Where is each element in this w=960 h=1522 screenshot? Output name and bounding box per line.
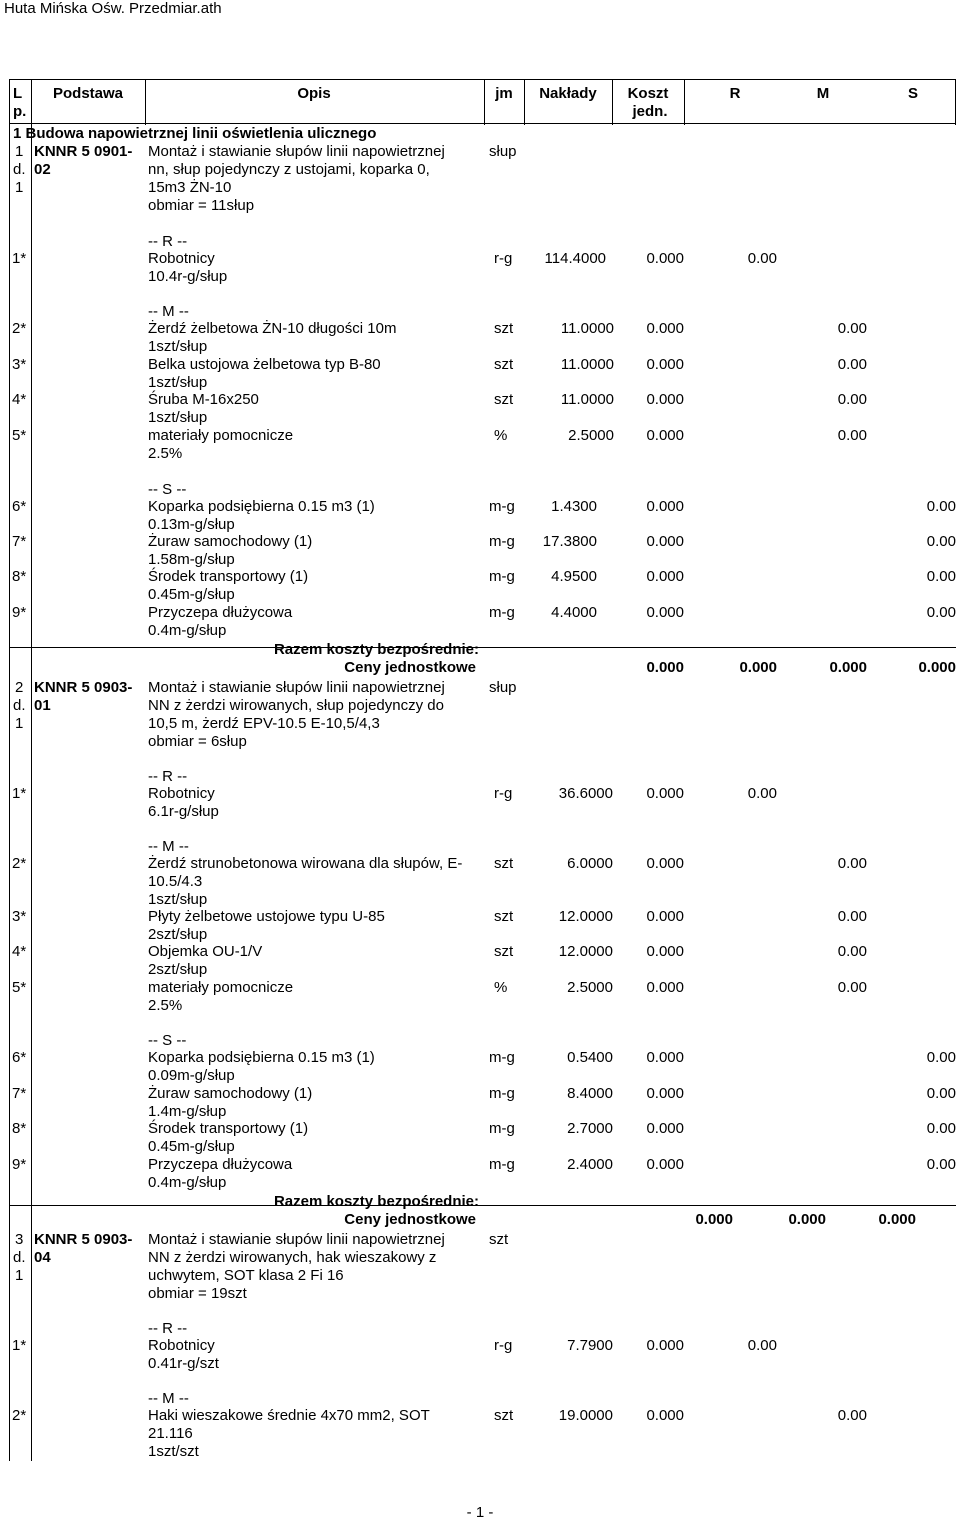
resource-number: 6* [12,1049,27,1066]
resource-unit: szt [494,943,514,960]
resource-value: 0.00 [926,1120,956,1137]
item-unit: słup [489,143,517,160]
resource-unit: % [494,427,508,444]
resource-unit: % [494,979,508,996]
col-header-podstawa: Podstawa [52,85,124,102]
document-title: Huta Mińska Ośw. Przedmiar.ath [4,0,222,17]
resource-norm: 1.58m-g/słup [148,551,235,568]
col-header-lp-1: L [13,85,23,102]
item-number: 3 [15,1231,24,1248]
resource-name-continued: 10.5/4.3 [148,873,203,890]
equipment-header: -- S -- [148,481,187,498]
resource-value: 0.00 [926,533,956,550]
resource-unit: m-g [489,533,515,550]
resource-price: 0.000 [646,533,684,550]
item-description: nn, słup pojedynczy z ustojami, koparka 0, [148,161,430,178]
resource-name: Żuraw samochodowy (1) [148,1085,313,1102]
item-number-2: 1 [15,715,24,732]
resource-name: Koparka podsiębierna 0.15 m3 (1) [148,498,375,515]
col-header-jm: jm [495,85,513,102]
resource-name-continued: 21.116 [148,1425,193,1442]
resource-norm: 2.5% [148,445,183,462]
resource-norm: 1szt/słup [148,891,208,908]
resource-unit: szt [494,356,514,373]
resource-norm: 10.4r-g/słup [148,268,228,285]
item-basis-2: 04 [34,1249,51,1266]
resource-quantity: 2.4000 [567,1156,613,1173]
unit-prices-label: Ceny jednostkowe [344,1211,476,1228]
item-basis-2: 02 [34,161,51,178]
resource-quantity: 8.4000 [567,1085,613,1102]
right-border [955,79,956,125]
resource-unit: m-g [489,1156,515,1173]
resource-name: Żerdź strunobetonowa wirowana dla słupów, E- [148,855,463,872]
resource-value: 0.00 [926,568,956,585]
resource-name: Robotnicy [148,785,215,802]
unit-prices-label: Ceny jednostkowe [344,659,476,676]
resource-unit: szt [494,1407,514,1424]
resource-unit: m-g [489,498,515,515]
resource-number: 6* [12,498,27,515]
resource-norm: 1szt/szt [148,1443,199,1460]
resource-unit: szt [494,855,514,872]
resource-price: 0.000 [646,604,684,621]
resource-unit: r-g [494,785,513,802]
resource-name: Przyczepa dłużycowa [148,604,293,621]
unit-price-m: 0.000 [878,1211,916,1228]
item-basis: KNNR 5 0901- [34,143,133,160]
resource-name: Objemka OU-1/V [148,943,263,960]
resource-quantity: 11.0000 [560,391,614,408]
resource-quantity: 12.0000 [558,943,613,960]
resource-quantity: 6.0000 [567,855,613,872]
resource-quantity: 4.9500 [551,568,597,585]
resource-number: 7* [12,533,27,550]
item-description: Montaż i stawianie słupów linii napowietrznej [148,679,445,696]
naklady-column-divider [612,79,613,125]
resource-quantity: 11.0000 [560,320,614,337]
resource-norm: 2szt/słup [148,926,208,943]
labor-header: -- R -- [148,233,188,250]
resource-name: Robotnicy [148,1337,215,1354]
unit-price-s: 0.000 [918,659,956,676]
item-d: d. [13,697,26,714]
col-header-m: M [816,85,830,102]
resource-price: 0.000 [646,320,684,337]
unit-price-r: 0.000 [739,659,777,676]
resource-price: 0.000 [646,1085,684,1102]
jm-column-divider [524,79,525,125]
resource-unit: m-g [489,1120,515,1137]
unit-price-r: 0.000 [788,1211,826,1228]
resource-number: 1* [12,1337,27,1354]
item-basis: KNNR 5 0903- [34,1231,133,1248]
resource-norm: 0.13m-g/słup [148,516,235,533]
item-description: uchwytem, SOT klasa 2 Fi 16 [148,1267,344,1284]
header-bottom-border [9,123,956,124]
item-description: 10,5 m, żerdź EPV-10.5 E-10,5/4,3 [148,715,380,732]
resource-name: Żerdź żelbetowa ŻN-10 długości 10m [148,320,397,337]
resource-value: 0.00 [837,908,867,925]
resource-name: Płyty żelbetowe ustojowe typu U-85 [148,908,385,925]
resource-value: 0.00 [747,785,777,802]
resource-norm: 0.4m-g/słup [148,1174,227,1191]
item-basis-2: 01 [34,697,51,714]
resource-quantity: 17.3800 [542,533,597,550]
item-measure: obmiar = 19szt [148,1285,247,1302]
resource-value: 0.00 [837,427,867,444]
col-header-opis: Opis [297,85,331,102]
resource-norm: 0.45m-g/słup [148,586,235,603]
resource-price: 0.000 [646,855,684,872]
materials-header: -- M -- [148,1390,189,1407]
resource-value: 0.00 [837,391,867,408]
resource-unit: szt [494,320,514,337]
item-description: NN z żerdzi wirowanych, hak wieszakowy z [148,1249,437,1266]
resource-number: 4* [12,391,27,408]
resource-price: 0.000 [646,785,684,802]
resource-number: 1* [12,250,27,267]
resource-value: 0.00 [837,1407,867,1424]
item-d: d. [13,161,26,178]
col-header-koszt: Koszt [627,85,669,102]
resource-norm: 1szt/słup [148,374,208,391]
col-header-jedn: jedn. [632,103,668,120]
item-number-2: 1 [15,179,24,196]
resource-quantity: 36.6000 [558,785,613,802]
col-header-naklady: Nakłady [539,85,597,102]
resource-price: 0.000 [646,391,684,408]
resource-number: 4* [12,943,27,960]
resource-unit: m-g [489,568,515,585]
resource-norm: 0.45m-g/słup [148,1138,235,1155]
resource-norm: 0.4m-g/słup [148,622,227,639]
item-basis: KNNR 5 0903- [34,679,133,696]
resource-price: 0.000 [646,1337,684,1354]
resource-quantity: 19.0000 [558,1407,613,1424]
resource-value: 0.00 [837,356,867,373]
table-top-border [9,79,956,80]
resource-norm: 2szt/słup [148,961,208,978]
direct-costs-label: Razem koszty bezpośrednie: [273,641,479,658]
item-d: d. [13,1249,26,1266]
basis-column-divider [145,79,146,125]
resource-name: Środek transportowy (1) [148,1120,309,1137]
resource-number: 9* [12,604,27,621]
resource-price: 0.000 [646,1049,684,1066]
resource-value: 0.00 [837,943,867,960]
resource-name: Żuraw samochodowy (1) [148,533,313,550]
resource-unit: szt [494,391,514,408]
resource-number: 1* [12,785,27,802]
resource-quantity: 7.7900 [567,1337,613,1354]
resource-number: 2* [12,1407,27,1424]
resource-value: 0.00 [926,498,956,515]
resource-value: 0.00 [926,1085,956,1102]
resource-norm: 1szt/słup [148,409,208,426]
resource-unit: m-g [489,604,515,621]
resource-price: 0.000 [646,356,684,373]
koszt-column-divider [684,79,685,125]
resource-norm: 0.09m-g/słup [148,1067,235,1084]
item-number: 1 [15,143,24,160]
resource-quantity: 4.4000 [551,604,597,621]
resource-name: Robotnicy [148,250,215,267]
resource-price: 0.000 [646,1407,684,1424]
item2-separator [9,1205,956,1206]
resource-quantity: 114.4000 [544,250,606,267]
resource-norm: 0.41r-g/szt [148,1355,219,1372]
lp-column-divider [31,79,32,1461]
resource-name: Śruba M-16x250 [148,391,259,408]
resource-number: 8* [12,568,27,585]
resource-price: 0.000 [646,568,684,585]
page-number: - 1 - [466,1504,494,1521]
resource-quantity: 0.5400 [567,1049,613,1066]
resource-number: 5* [12,979,27,996]
col-header-lp-2: p. [13,103,27,120]
resource-number: 2* [12,855,27,872]
resource-price: 0.000 [646,943,684,960]
resource-name: Belka ustojowa żelbetowa typ B-80 [148,356,381,373]
item-description: 15m3 ŻN-10 [148,179,232,196]
resource-quantity: 2.5000 [568,427,614,444]
col-header-s: S [907,85,919,102]
labor-header: -- R -- [148,768,188,785]
resource-value: 0.00 [837,979,867,996]
item1-separator [9,647,956,648]
resource-price: 0.000 [646,908,684,925]
resource-unit: m-g [489,1085,515,1102]
resource-price: 0.000 [646,250,684,267]
resource-unit: szt [494,908,514,925]
resource-price: 0.000 [646,1156,684,1173]
resource-quantity: 1.4300 [551,498,597,515]
labor-header: -- R -- [148,1320,188,1337]
item-measure: obmiar = 6słup [148,733,247,750]
resource-number: 5* [12,427,27,444]
resource-name: Koparka podsiębierna 0.15 m3 (1) [148,1049,375,1066]
resource-unit: m-g [489,1049,515,1066]
resource-unit: r-g [494,1337,513,1354]
resource-quantity: 11.0000 [560,356,614,373]
resource-number: 3* [12,908,27,925]
item-description: NN z żerdzi wirowanych, słup pojedynczy do [148,697,444,714]
resource-value: 0.00 [837,320,867,337]
item-number: 2 [15,679,24,696]
unit-price-m: 0.000 [829,659,867,676]
left-border [9,79,10,1461]
resource-name: materiały pomocnicze [148,427,294,444]
resource-name: Przyczepa dłużycowa [148,1156,293,1173]
resource-number: 7* [12,1085,27,1102]
item-unit: szt [489,1231,509,1248]
resource-quantity: 2.5000 [567,979,613,996]
resource-value: 0.00 [837,855,867,872]
resource-number: 3* [12,356,27,373]
resource-name: Środek transportowy (1) [148,568,309,585]
resource-value: 0.00 [926,1156,956,1173]
resource-number: 9* [12,1156,27,1173]
item-description: Montaż i stawianie słupów linii napowietrznej [148,1231,445,1248]
item-unit: słup [489,679,517,696]
resource-value: 0.00 [747,250,777,267]
materials-header: -- M -- [148,838,189,855]
resource-quantity: 2.7000 [567,1120,613,1137]
resource-quantity: 12.0000 [558,908,613,925]
resource-unit: r-g [494,250,513,267]
resource-value: 0.00 [926,1049,956,1066]
resource-number: 8* [12,1120,27,1137]
resource-norm: 1szt/słup [148,338,208,355]
direct-costs-label: Razem koszty bezpośrednie: [273,1193,479,1210]
section-title: 1 Budowa napowietrznej linii oświetlenia ulicznego [13,125,377,142]
resource-norm: 2.5% [148,997,183,1014]
resource-price: 0.000 [646,498,684,515]
resource-price: 0.000 [646,1120,684,1137]
opis-column-divider [484,79,485,125]
col-header-r: R [729,85,741,102]
item-measure: obmiar = 11słup [148,197,255,214]
unit-price-koszt: 0.000 [646,659,684,676]
equipment-header: -- S -- [148,1032,187,1049]
resource-norm: 1.4m-g/słup [148,1103,227,1120]
resource-value: 0.00 [747,1337,777,1354]
item-description: Montaż i stawianie słupów linii napowietrznej [148,143,445,160]
materials-header: -- M -- [148,303,189,320]
resource-norm: 6.1r-g/słup [148,803,219,820]
resource-price: 0.000 [646,979,684,996]
item-number-2: 1 [15,1267,24,1284]
resource-value: 0.00 [926,604,956,621]
resource-price: 0.000 [646,427,684,444]
resource-number: 2* [12,320,27,337]
resource-name: Haki wieszakowe średnie 4x70 mm2, SOT [148,1407,430,1424]
resource-name: materiały pomocnicze [148,979,294,996]
unit-price-koszt: 0.000 [695,1211,733,1228]
